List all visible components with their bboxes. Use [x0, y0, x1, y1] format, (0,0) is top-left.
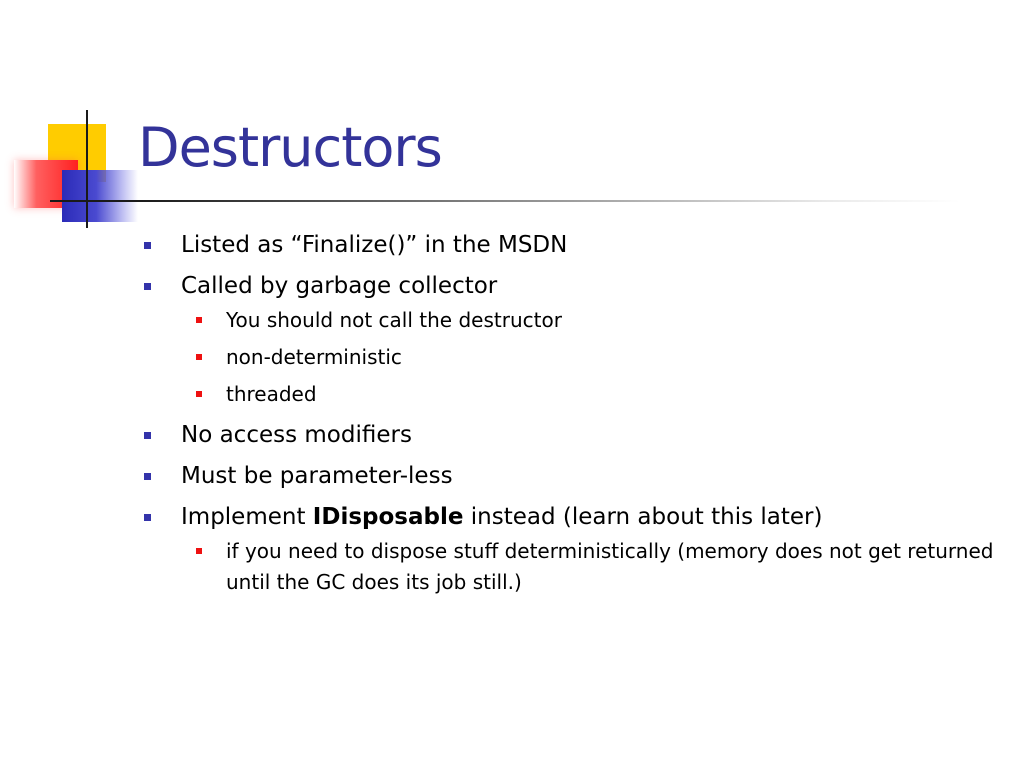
square-bullet-icon: [144, 473, 151, 480]
square-bullet-icon: [144, 242, 151, 249]
bullet-list: [140, 230, 1010, 598]
sub-bullet-text: You should not call the destructor: [226, 308, 562, 332]
sub-bullet-text: threaded: [226, 382, 317, 406]
sub-bullet-item: [140, 305, 1010, 336]
slide-body: [140, 230, 1010, 604]
bullet-text-bold: IDisposable: [312, 504, 464, 530]
square-bullet-icon: [196, 391, 202, 397]
bullet-text: No access modifiers: [181, 422, 412, 448]
bullet-text-pre: Implement: [181, 504, 313, 530]
square-bullet-icon: [144, 283, 151, 290]
blue-square: [62, 170, 138, 222]
bullet-item: [140, 420, 1010, 450]
bullet-item: [140, 502, 1010, 532]
sub-bullet-text: non-deterministic: [226, 345, 402, 369]
sub-bullet-item: [140, 379, 1010, 410]
bullet-text: Called by garbage collector: [181, 273, 498, 299]
square-bullet-icon: [196, 548, 202, 554]
sub-bullet-text: if you need to dispose stuff deterministically (memory does not get returned until the GC does its job still.): [226, 539, 994, 594]
sub-bullet-item: [140, 342, 1010, 373]
slide-logo-decoration: [0, 0, 160, 240]
vertical-rule: [86, 110, 88, 228]
square-bullet-icon: [196, 317, 202, 323]
bullet-item: [140, 230, 1010, 260]
slide-title: Destructors: [138, 116, 442, 179]
title-underline: [50, 200, 960, 202]
sub-bullet-item: [140, 536, 1010, 598]
bullet-text: Listed as “Finalize()” in the MSDN: [181, 232, 568, 258]
bullet-item: [140, 461, 1010, 491]
bullet-item: [140, 271, 1010, 301]
square-bullet-icon: [196, 354, 202, 360]
bullet-text: Must be parameter-less: [181, 463, 453, 489]
square-bullet-icon: [144, 432, 151, 439]
square-bullet-icon: [144, 514, 151, 521]
bullet-text-post: instead (learn about this later): [463, 504, 823, 530]
